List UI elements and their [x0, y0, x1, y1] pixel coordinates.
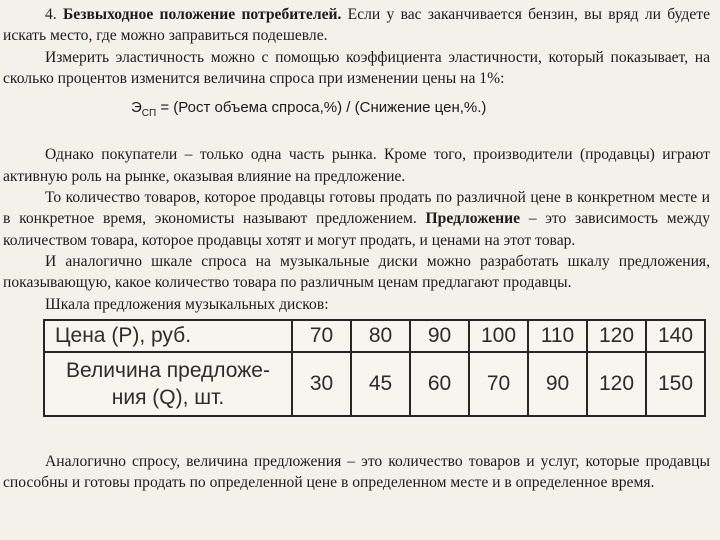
- quantity-cell: 30: [292, 352, 351, 416]
- quantity-label-line1: Величина предложе-: [66, 358, 270, 382]
- formula-expression: = (Рост объема спроса,%) / (Снижение цен,%.): [156, 99, 487, 117]
- supply-lead: То количество товаров, которое продавцы готовы продать по различной цене в конкретном месте и в конкретное время, экономисты называют предложением.: [3, 189, 710, 228]
- item-text: Если у вас заканчивается бензин, вы вряд ли будете искать место, где можно заправиться подешевле.: [3, 6, 710, 45]
- item-title: Безвыходное положение потребителей.: [63, 6, 342, 23]
- price-cell: 120: [587, 320, 646, 352]
- paragraph-supply-summary: Аналогично спросу, величина предложения – это количество товаров и услуг, которые продавцы способны и готовы продать по определенной цене в определенном месте и в определенное время.: [3, 452, 710, 492]
- item-number: 4.: [45, 6, 57, 23]
- paragraph-buyers: Однако покупатели – только одна часть рынка. Кроме того, производители (продавцы) играют активную роль на рынке, оказывая влияние на предложение.: [3, 146, 710, 185]
- price-cell: 100: [469, 320, 528, 352]
- quantity-cell: 90: [528, 352, 587, 416]
- price-header-cell: Цена (Р), руб.: [44, 320, 292, 352]
- paragraph-consumer-situation: [3, 4, 710, 47]
- formula-subscript: СП: [141, 108, 157, 120]
- quantity-cell: 45: [351, 352, 410, 416]
- table-row-price: [44, 320, 705, 352]
- price-cell: 90: [410, 320, 469, 352]
- table-title: Шкала предложения музыкальных дисков:: [45, 295, 329, 313]
- quantity-cell: 120: [587, 352, 646, 416]
- supply-table: [43, 319, 706, 417]
- supply-rest: – это зависимость между количеством товара, которое продавцы хотят и могут продать, и ценами на этот товар.: [3, 210, 710, 249]
- paragraph-supply-definition: [3, 187, 710, 251]
- formula-symbol: Э: [131, 99, 142, 117]
- quantity-header-cell: [44, 352, 292, 416]
- elasticity-formula: [3, 97, 710, 124]
- price-cell: 110: [528, 320, 587, 352]
- price-cell: 140: [646, 320, 705, 352]
- price-cell: 70: [292, 320, 351, 352]
- paragraph-supply-scale: И аналогично шкале спроса на музыкальные диски можно разработать шкалу предложения, показывающую, какое количество товара по различным ценам предлагают продавцы.: [3, 252, 710, 292]
- paragraph-elasticity: Измерить эластичность можно с помощью коэффициента эластичности, который показывает, на сколько процентов изменится величина спроса при изменении цены на 1%:: [3, 48, 710, 87]
- supply-term: Предложение: [425, 210, 521, 228]
- quantity-cell: 70: [469, 352, 528, 416]
- quantity-cell: 60: [410, 352, 469, 416]
- table-row-quantity: [44, 352, 705, 416]
- quantity-cell: 150: [646, 352, 705, 416]
- price-cell: 80: [351, 320, 410, 352]
- quantity-label-line2: ния (Q), шт.: [111, 385, 225, 409]
